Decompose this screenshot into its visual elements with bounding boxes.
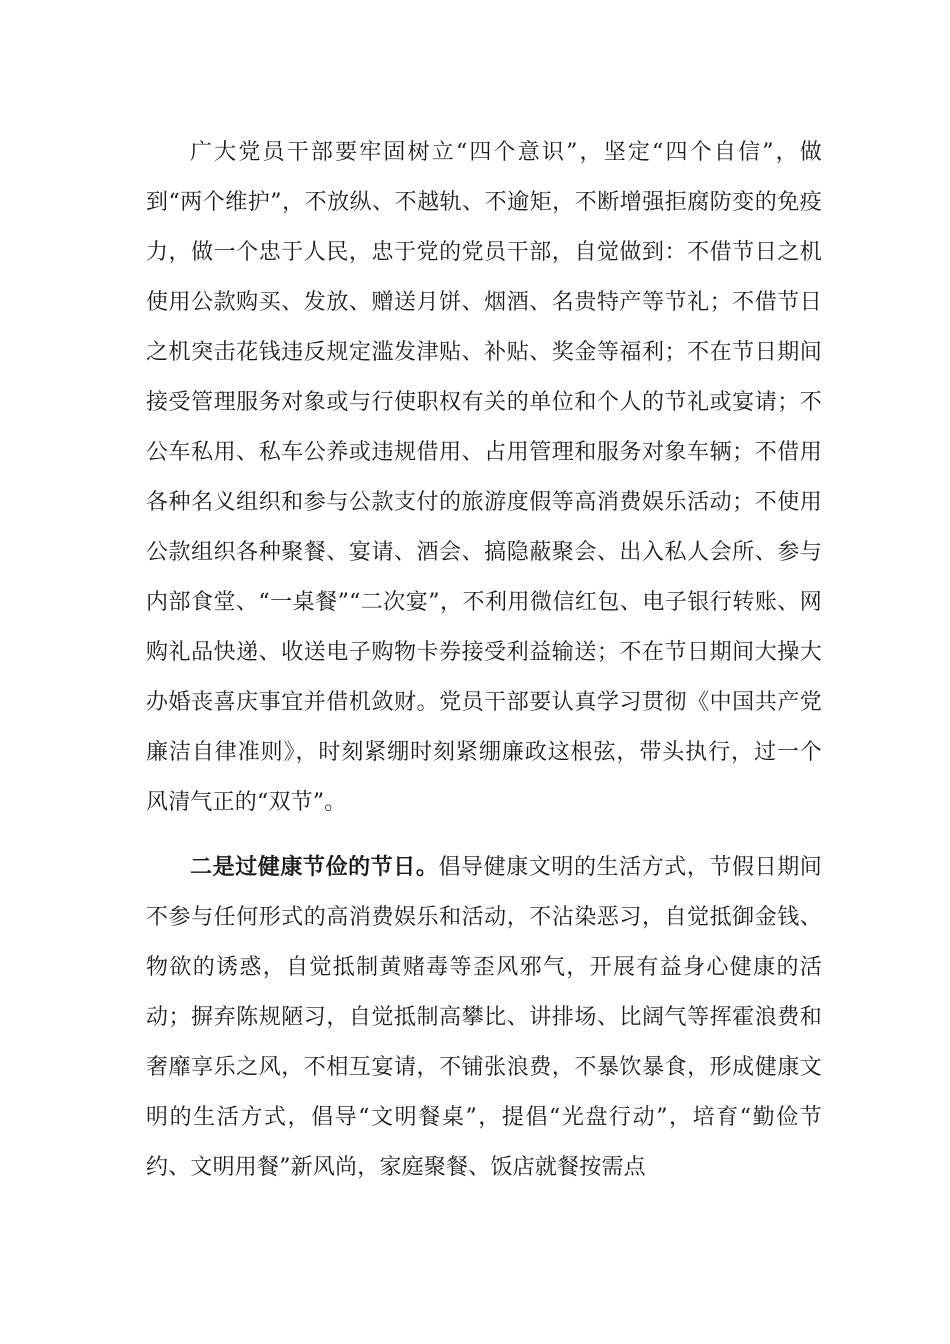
- paragraph-healthy-frugal: [146, 842, 822, 1193]
- paragraph-integrity: [146, 128, 822, 828]
- paragraph-text: 广大党员干部要牢固树立“四个意识”，坚定“四个自信”，做到“两个维护”，不放纵、不越轨、不逾矩，不断增强拒腐防变的免疫力，做一个忠于人民，忠于党的党员干部，自觉做到：不借节日之机使用公款购买、发放、赠送月饼、烟酒、名贵特产等节礼；不借节日之机突击花钱违反规定滥发津贴、补贴、奖金等福利；不在节日期间接受管理服务对象或与行使职权有关的单位和个人的节礼或宴请；不公车私用、私车公养或违规借用、占用管理和服务对象车辆；不借用各种名义组织和参与公款支付的旅游度假等高消费娱乐活动；不使用公款组织各种聚餐、宴请、酒会、搞隐蔽聚会、出入私人会所、参与内部食堂、“一桌餐”“二次宴”，不利用微信红包、电子银行转账、网购礼品快递、收送电子购物卡券接受利益输送；不在节日期间大操大办婚丧喜庆事宜并借机敛财。党员干部要认真学习贯彻《中国共产党廉洁自律准则》，时刻紧绷时刻紧绷廉政这根弦，带头执行，过一个风清气正的“双节”。: [146, 140, 822, 815]
- paragraph-text: 倡导健康文明的生活方式，节假日期间不参与任何形式的高消费娱乐和活动，不沾染恶习，自觉抵御金钱、物欲的诱惑，自觉抵制黄赌毒等歪风邪气，开展有益身心健康的活动；摒弃陈规陋习，自觉抵制高攀比、讲排场、比阔气等挥霍浪费和奢靡享乐之风，不相互宴请，不铺张浪费，不暴饮暴食，形成健康文明的生活方式，倡导“文明餐桌”，提倡“光盘行动”，培育“勤俭节约、文明用餐”新风尚，家庭聚餐、饭店就餐按需点: [146, 855, 822, 1180]
- paragraph-lead: 二是过健康节俭的节日。: [190, 854, 439, 880]
